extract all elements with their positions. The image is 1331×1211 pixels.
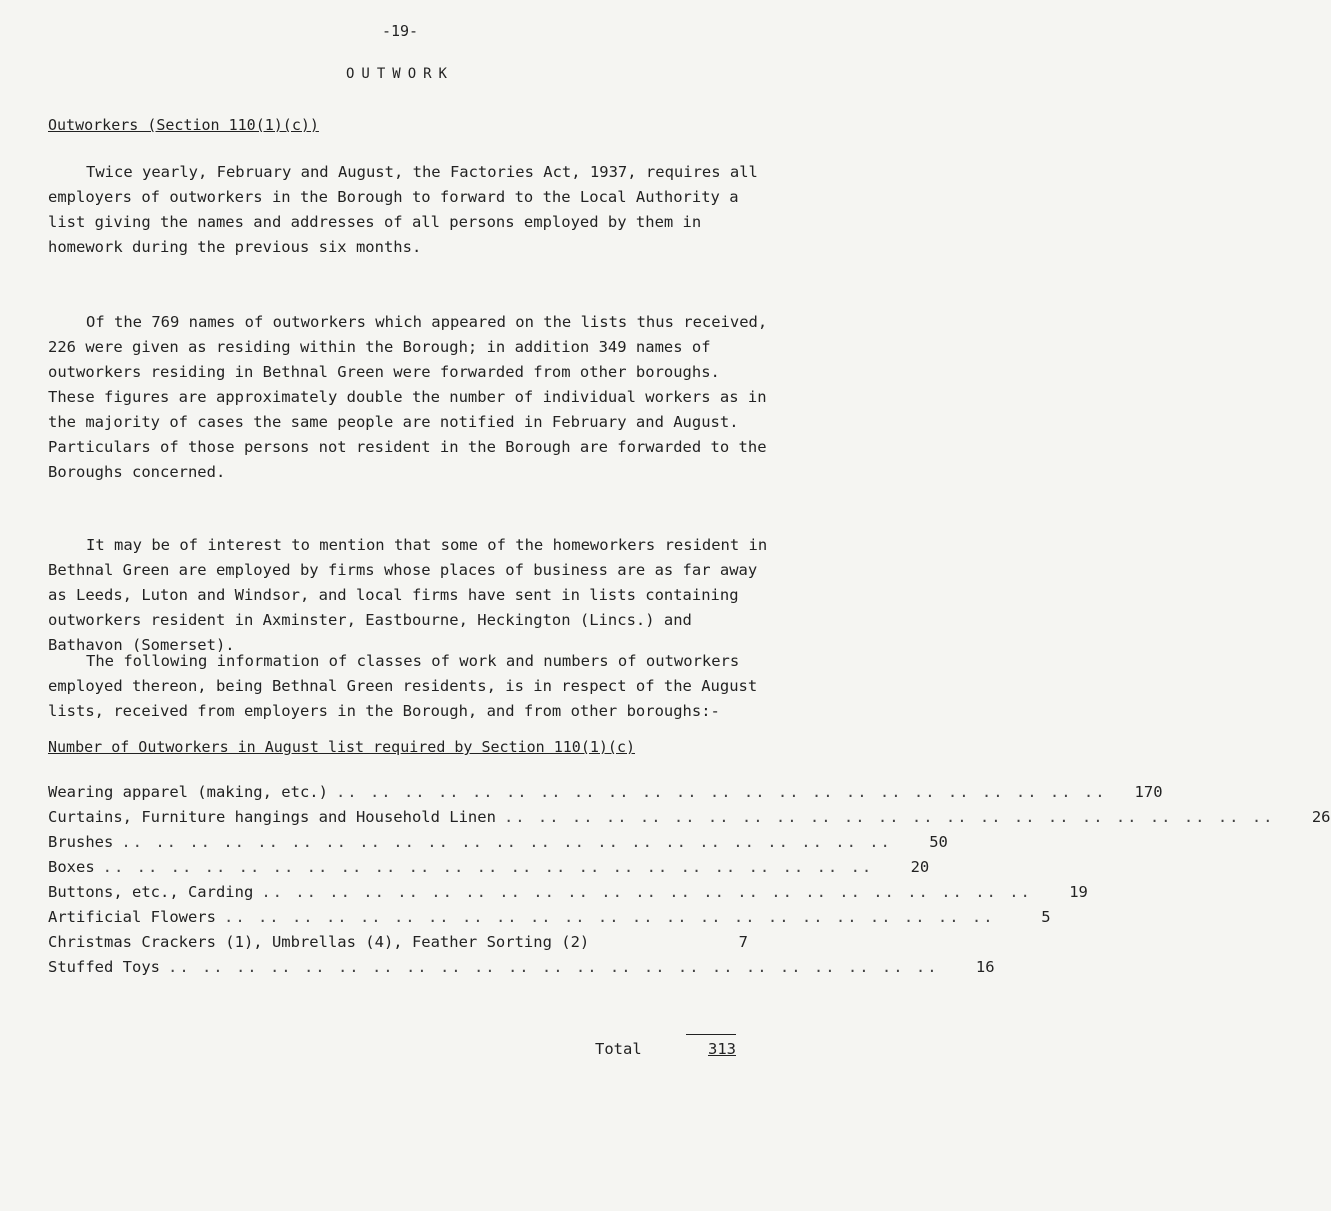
row-value: 16 bbox=[975, 958, 995, 976]
page-number: -19- bbox=[381, 22, 419, 40]
row-label: Wearing apparel (making, etc.) bbox=[48, 783, 328, 801]
row-value: 26 bbox=[1311, 808, 1331, 826]
row-value: 20 bbox=[910, 858, 930, 876]
row-label: Buttons, etc., Carding bbox=[48, 883, 254, 901]
row-label: Stuffed Toys bbox=[48, 958, 160, 976]
row-value: 19 bbox=[1069, 883, 1088, 901]
table-row bbox=[48, 833, 948, 858]
paragraph-4: The following information of classes of work and numbers of outworkers employed thereon, being Bethnal Green residents, is in respect of the August lists, received from employers in the Borough, and from other boroughs:- bbox=[48, 652, 758, 720]
paragraph-3: It may be of interest to mention that some of the homeworkers resident in Bethnal Green are employed by firms whose places of business are as far away as Leeds, Luton and Windsor, and local firms have sent in lists containing outworkers resident in Axminster, Eastbourne, Heckington (Lincs.) and Bathavon (Somerset). bbox=[48, 536, 768, 654]
leader-dots: .. .. .. .. .. .. .. .. .. .. .. .. .. .. .. .. .. .. .. .. .. .. .. bbox=[121, 833, 892, 851]
paragraph-1: Twice yearly, February and August, the Factories Act, 1937, requires all employers of outworkers in the Borough to forward to the Local Authority a list giving the names and addresses of all persons employed by them in homework during the previous six months. bbox=[48, 163, 758, 256]
leader-dots: .. .. .. .. .. .. .. .. .. .. .. .. .. .. .. .. .. .. .. .. .. .. .. bbox=[223, 908, 995, 926]
table-row bbox=[48, 933, 748, 958]
leader-dots: .. .. .. .. .. .. .. .. .. .. .. .. .. .. .. .. .. .. .. .. .. .. .. bbox=[167, 958, 939, 976]
total-value: 313 bbox=[708, 1040, 736, 1058]
row-label: Boxes bbox=[48, 858, 95, 876]
row-label: Christmas Crackers (1), Umbrellas (4), Feather Sorting (2) bbox=[48, 933, 590, 951]
row-label: Curtains, Furniture hangings and Household Linen bbox=[48, 808, 496, 826]
row-label: Artificial Flowers bbox=[48, 908, 216, 926]
row-value: 170 bbox=[1134, 783, 1163, 801]
leader-dots: .. .. .. .. .. .. .. .. .. .. .. .. .. .. .. .. .. .. .. .. .. .. .. bbox=[102, 858, 874, 876]
row-value: 5 bbox=[1041, 908, 1051, 926]
paragraph-2: Of the 769 names of outworkers which appeared on the lists thus received, 226 were given as residing within the Borough; in addition 349 names of outworkers residing in Bethnal Green were forwarded from other boroughs. These figures are approximately double the number of individual workers as in the majority of cases the same people are notified in February and August. Particulars of those persons not resident in the Borough are forwarded to the Boroughs concerned. bbox=[48, 313, 768, 481]
leader-dots: .. .. .. .. .. .. .. .. .. .. .. .. .. .. .. .. .. .. .. .. .. .. .. bbox=[261, 883, 1032, 901]
table-row bbox=[48, 883, 1088, 908]
table-row bbox=[48, 783, 1163, 808]
outworkers-table bbox=[48, 783, 1331, 983]
leader-dots: .. .. .. .. .. .. .. .. .. .. .. .. .. .. .. .. .. .. .. .. .. .. .. bbox=[335, 783, 1107, 801]
total-label: Total bbox=[595, 1040, 642, 1058]
table-row bbox=[48, 808, 1331, 833]
leader-dots: .. .. .. .. .. .. .. .. .. .. .. .. .. .. .. .. .. .. .. .. .. .. .. bbox=[503, 808, 1275, 826]
table-row bbox=[48, 958, 995, 983]
table-row bbox=[48, 858, 930, 883]
section-subheading: Outworkers (Section 110(1)(c)) bbox=[48, 116, 319, 134]
row-value: 50 bbox=[929, 833, 948, 851]
table-heading: Number of Outworkers in August list required by Section 110(1)(c) bbox=[48, 738, 635, 756]
total-rule bbox=[686, 1034, 736, 1035]
section-title: OUTWORK bbox=[345, 66, 454, 82]
row-label: Brushes bbox=[48, 833, 114, 851]
table-row bbox=[48, 908, 1051, 933]
row-value: 7 bbox=[738, 933, 748, 951]
